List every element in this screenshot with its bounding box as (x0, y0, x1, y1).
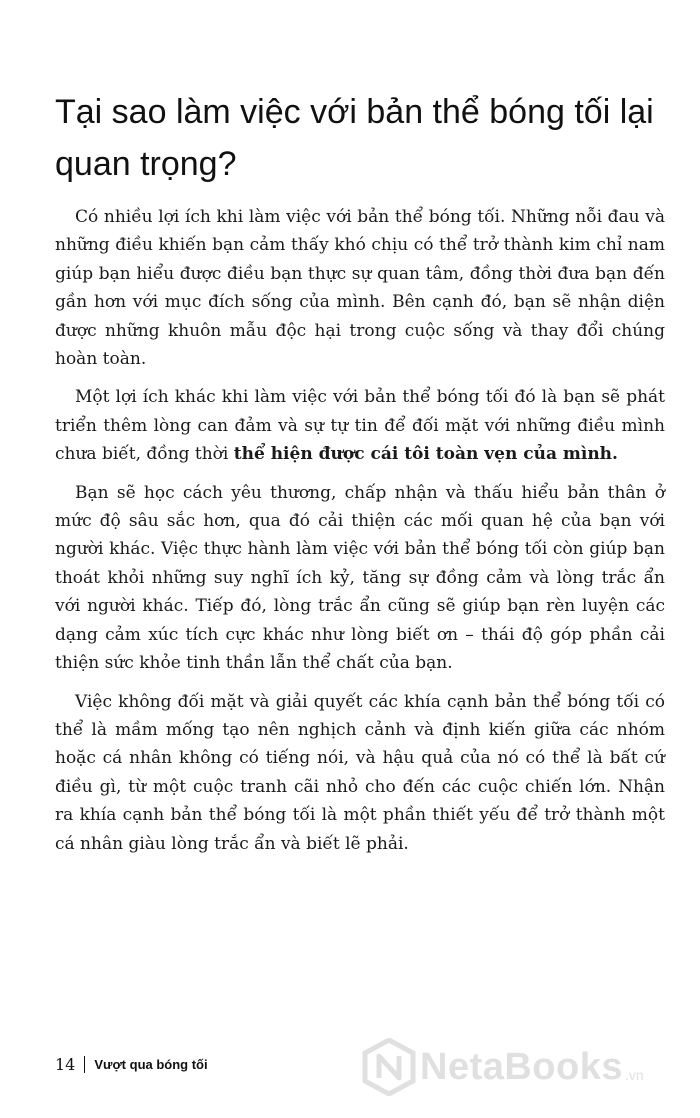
section-heading: Tại sao làm việc với bản thể bóng tối lại quan trọng? (55, 93, 654, 183)
page-footer (55, 1055, 208, 1074)
watermark-brand: NetaBooks (420, 1045, 623, 1088)
body-text (55, 203, 665, 868)
footer-divider (84, 1056, 85, 1073)
page-number: 14 (55, 1055, 76, 1074)
running-title: Vượt qua bóng tối (94, 1057, 208, 1072)
paragraph-2 (55, 383, 665, 468)
watermark-suffix: .vn (625, 1067, 644, 1083)
paragraph-1: Có nhiều lợi ích khi làm việc với bản thể bóng tối. Những nỗi đau và những điều khiến bạn cảm thấy khó chịu có thể trở thành kim chỉ nam giúp bạn hiểu được điều bạn thực sự quan tâm, đồng thời đưa bạn đến gần hơn với mục đích sống của mình. Bên cạnh đó, bạn sẽ nhận diện được những khuôn mẫu độc hại trong cuộc sống và thay đổi chúng hoàn toàn. (55, 207, 665, 370)
paragraph-4: Việc không đối mặt và giải quyết các khía cạnh bản thể bóng tối có thể là mầm mống tạo nên nghịch cảnh và định kiến giữa các nhóm hoặc cá nhân không có tiếng nói, và hậu quả của nó có thể là bất cứ điều gì, từ một cuộc tranh cãi nhỏ cho đến các cuộc chiến lớn. Nhận ra khía cạnh bản thể bóng tối là một phần thiết yếu để trở thành một cá nhân giàu lòng trắc ẩn và biết lẽ phải. (55, 691, 665, 854)
paragraph-2-text: Một lợi ích khác khi làm việc với bản thể bóng tối đó là bạn sẽ phát triển thêm lòng can đảm và sự tự tin để đối mặt với những điều mình chưa biết, đồng thời (55, 387, 665, 465)
paragraph-3: Bạn sẽ học cách yêu thương, chấp nhận và thấu hiểu bản thân ở mức độ sâu sắc hơn, qua đó cải thiện các mối quan hệ của bạn với người khác. Việc thực hành làm việc với bản thể bóng tối còn giúp bạn thoát khỏi những suy nghĩ ích kỷ, tăng sự đồng cảm và lòng trắc ẩn với người khác. Tiếp đó, lòng trắc ẩn cũng sẽ giúp bạn rèn luyện các dạng cảm xúc tích cực khác như lòng biết ơn – thái độ góp phần cải thiện sức khỏe tinh thần lẫn thể chất của bạn. (55, 482, 665, 674)
watermark (362, 1038, 644, 1096)
paragraph-2-emphasis: thể hiện được cái tôi toàn vẹn của mình. (233, 444, 618, 465)
netabooks-logo-icon (362, 1038, 416, 1096)
